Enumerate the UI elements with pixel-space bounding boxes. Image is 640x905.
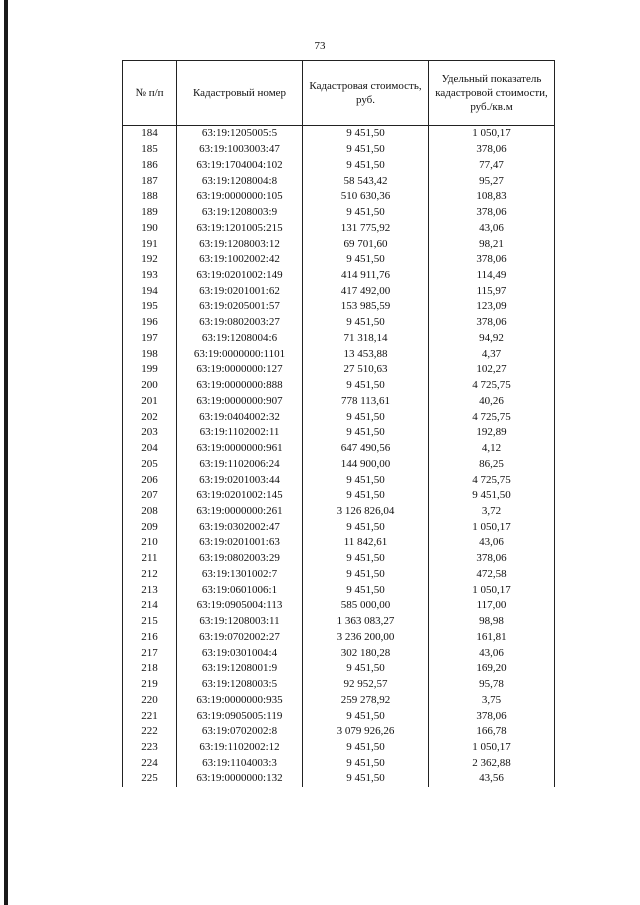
- cadastral-table: [122, 60, 555, 787]
- unit-cost-cell: 94,92: [429, 331, 555, 347]
- table-row: [123, 268, 555, 284]
- unit-cost-cell: 115,97: [429, 283, 555, 299]
- cadastral-number-cell: 63:19:1102006:24: [177, 456, 303, 472]
- cadastral-cost-cell: 131 775,92: [303, 220, 429, 236]
- cadastral-number-cell: 63:19:1208003:12: [177, 236, 303, 252]
- cadastral-cost-cell: 92 952,57: [303, 677, 429, 693]
- row-number-cell: 194: [123, 283, 177, 299]
- cadastral-cost-cell: 417 492,00: [303, 283, 429, 299]
- row-number-cell: 202: [123, 409, 177, 425]
- unit-cost-cell: 378,06: [429, 708, 555, 724]
- table-row: [123, 724, 555, 740]
- unit-cost-cell: 166,78: [429, 724, 555, 740]
- cadastral-number-cell: 63:19:0000000:105: [177, 189, 303, 205]
- unit-cost-cell: 4,37: [429, 346, 555, 362]
- cadastral-number-cell: 63:19:0201001:63: [177, 535, 303, 551]
- cadastral-cost-cell: 9 451,50: [303, 567, 429, 583]
- cadastral-number-cell: 63:19:0000000:961: [177, 441, 303, 457]
- table-row: [123, 771, 555, 787]
- row-number-cell: 187: [123, 173, 177, 189]
- unit-cost-cell: 4,12: [429, 441, 555, 457]
- row-number-cell: 213: [123, 582, 177, 598]
- unit-cost-cell: 117,00: [429, 598, 555, 614]
- cadastral-number-cell: 63:19:0205001:57: [177, 299, 303, 315]
- cadastral-number-cell: 63:19:1201005:215: [177, 220, 303, 236]
- row-number-cell: 191: [123, 236, 177, 252]
- table-row: [123, 598, 555, 614]
- table-row: [123, 661, 555, 677]
- table-row: [123, 315, 555, 331]
- cadastral-table-container: [122, 60, 554, 787]
- row-number-cell: 216: [123, 630, 177, 646]
- row-number-cell: 196: [123, 315, 177, 331]
- table-row: [123, 409, 555, 425]
- cadastral-cost-cell: 71 318,14: [303, 331, 429, 347]
- table-row: [123, 173, 555, 189]
- table-row: [123, 692, 555, 708]
- row-number-cell: 211: [123, 551, 177, 567]
- unit-cost-cell: 102,27: [429, 362, 555, 378]
- table-row: [123, 551, 555, 567]
- cadastral-cost-cell: 9 451,50: [303, 315, 429, 331]
- unit-cost-cell: 4 725,75: [429, 409, 555, 425]
- cadastral-cost-cell: 414 911,76: [303, 268, 429, 284]
- row-number-cell: 207: [123, 488, 177, 504]
- page-binding-edge: [4, 0, 8, 905]
- row-number-cell: 225: [123, 771, 177, 787]
- cadastral-number-cell: 63:19:0201002:149: [177, 268, 303, 284]
- cadastral-cost-cell: 27 510,63: [303, 362, 429, 378]
- unit-cost-cell: 43,06: [429, 535, 555, 551]
- cadastral-number-cell: 63:19:0301004:4: [177, 645, 303, 661]
- row-number-cell: 185: [123, 142, 177, 158]
- unit-cost-cell: 9 451,50: [429, 488, 555, 504]
- table-row: [123, 441, 555, 457]
- cadastral-cost-cell: 9 451,50: [303, 661, 429, 677]
- cadastral-cost-cell: 9 451,50: [303, 378, 429, 394]
- unit-cost-cell: 378,06: [429, 551, 555, 567]
- row-number-cell: 189: [123, 205, 177, 221]
- row-number-cell: 215: [123, 614, 177, 630]
- unit-cost-cell: 378,06: [429, 252, 555, 268]
- header-row-number: № п/п: [123, 61, 177, 126]
- row-number-cell: 199: [123, 362, 177, 378]
- row-number-cell: 184: [123, 126, 177, 142]
- cadastral-number-cell: 63:19:0404002:32: [177, 409, 303, 425]
- row-number-cell: 220: [123, 692, 177, 708]
- cadastral-number-cell: 63:19:0000000:127: [177, 362, 303, 378]
- table-row: [123, 630, 555, 646]
- cadastral-cost-cell: 259 278,92: [303, 692, 429, 708]
- row-number-cell: 224: [123, 755, 177, 771]
- row-number-cell: 203: [123, 425, 177, 441]
- row-number-cell: 206: [123, 472, 177, 488]
- cadastral-cost-cell: 302 180,28: [303, 645, 429, 661]
- cadastral-cost-cell: 69 701,60: [303, 236, 429, 252]
- cadastral-number-cell: 63:19:1208003:9: [177, 205, 303, 221]
- cadastral-number-cell: 63:19:1301002:7: [177, 567, 303, 583]
- cadastral-number-cell: 63:19:1205005:5: [177, 126, 303, 142]
- unit-cost-cell: 378,06: [429, 315, 555, 331]
- unit-cost-cell: 95,27: [429, 173, 555, 189]
- cadastral-number-cell: 63:19:0201003:44: [177, 472, 303, 488]
- cadastral-number-cell: 63:19:0905005:119: [177, 708, 303, 724]
- row-number-cell: 190: [123, 220, 177, 236]
- unit-cost-cell: 378,06: [429, 142, 555, 158]
- row-number-cell: 223: [123, 740, 177, 756]
- table-header-row: [123, 61, 555, 126]
- header-cadastral-cost: Кадастровая стоимость, руб.: [303, 61, 429, 126]
- cadastral-cost-cell: 9 451,50: [303, 205, 429, 221]
- row-number-cell: 218: [123, 661, 177, 677]
- table-row: [123, 126, 555, 142]
- cadastral-cost-cell: 153 985,59: [303, 299, 429, 315]
- cadastral-cost-cell: 585 000,00: [303, 598, 429, 614]
- unit-cost-cell: 1 050,17: [429, 519, 555, 535]
- table-row: [123, 362, 555, 378]
- cadastral-number-cell: 63:19:0601006:1: [177, 582, 303, 598]
- row-number-cell: 219: [123, 677, 177, 693]
- unit-cost-cell: 169,20: [429, 661, 555, 677]
- table-row: [123, 677, 555, 693]
- cadastral-cost-cell: 9 451,50: [303, 157, 429, 173]
- unit-cost-cell: 3,75: [429, 692, 555, 708]
- table-row: [123, 299, 555, 315]
- unit-cost-cell: 123,09: [429, 299, 555, 315]
- cadastral-number-cell: 63:19:0000000:907: [177, 393, 303, 409]
- cadastral-number-cell: 63:19:1208003:11: [177, 614, 303, 630]
- cadastral-number-cell: 63:19:1102002:11: [177, 425, 303, 441]
- cadastral-cost-cell: 9 451,50: [303, 425, 429, 441]
- cadastral-number-cell: 63:19:0000000:1101: [177, 346, 303, 362]
- row-number-cell: 205: [123, 456, 177, 472]
- cadastral-cost-cell: 510 630,36: [303, 189, 429, 205]
- cadastral-cost-cell: 3 126 826,04: [303, 504, 429, 520]
- table-row: [123, 472, 555, 488]
- cadastral-number-cell: 63:19:0000000:888: [177, 378, 303, 394]
- cadastral-number-cell: 63:19:0000000:261: [177, 504, 303, 520]
- header-cadastral-number: Кадастровый номер: [177, 61, 303, 126]
- table-row: [123, 645, 555, 661]
- row-number-cell: 198: [123, 346, 177, 362]
- cadastral-cost-cell: 11 842,61: [303, 535, 429, 551]
- cadastral-number-cell: 63:19:0702002:27: [177, 630, 303, 646]
- cadastral-cost-cell: 3 079 926,26: [303, 724, 429, 740]
- unit-cost-cell: 472,58: [429, 567, 555, 583]
- header-unit-cost: Удельный показатель кадастровой стоимости, руб./кв.м: [429, 61, 555, 126]
- unit-cost-cell: 4 725,75: [429, 472, 555, 488]
- cadastral-cost-cell: 9 451,50: [303, 126, 429, 142]
- unit-cost-cell: 43,06: [429, 220, 555, 236]
- unit-cost-cell: 95,78: [429, 677, 555, 693]
- unit-cost-cell: 192,89: [429, 425, 555, 441]
- cadastral-number-cell: 63:19:0802003:29: [177, 551, 303, 567]
- cadastral-cost-cell: 1 363 083,27: [303, 614, 429, 630]
- cadastral-number-cell: 63:19:0302002:47: [177, 519, 303, 535]
- cadastral-number-cell: 63:19:1208001:9: [177, 661, 303, 677]
- table-row: [123, 456, 555, 472]
- row-number-cell: 186: [123, 157, 177, 173]
- cadastral-cost-cell: 9 451,50: [303, 755, 429, 771]
- table-row: [123, 283, 555, 299]
- cadastral-cost-cell: 9 451,50: [303, 551, 429, 567]
- row-number-cell: 204: [123, 441, 177, 457]
- table-row: [123, 189, 555, 205]
- unit-cost-cell: 1 050,17: [429, 582, 555, 598]
- cadastral-cost-cell: 9 451,50: [303, 252, 429, 268]
- cadastral-cost-cell: 9 451,50: [303, 488, 429, 504]
- cadastral-number-cell: 63:19:0802003:27: [177, 315, 303, 331]
- cadastral-cost-cell: 9 451,50: [303, 708, 429, 724]
- unit-cost-cell: 77,47: [429, 157, 555, 173]
- cadastral-number-cell: 63:19:1704004:102: [177, 157, 303, 173]
- cadastral-number-cell: 63:19:1002002:42: [177, 252, 303, 268]
- cadastral-cost-cell: 9 451,50: [303, 740, 429, 756]
- table-row: [123, 488, 555, 504]
- unit-cost-cell: 4 725,75: [429, 378, 555, 394]
- unit-cost-cell: 108,83: [429, 189, 555, 205]
- cadastral-number-cell: 63:19:0201002:145: [177, 488, 303, 504]
- cadastral-cost-cell: 9 451,50: [303, 142, 429, 158]
- cadastral-cost-cell: 58 543,42: [303, 173, 429, 189]
- row-number-cell: 212: [123, 567, 177, 583]
- table-row: [123, 378, 555, 394]
- row-number-cell: 209: [123, 519, 177, 535]
- table-row: [123, 346, 555, 362]
- cadastral-number-cell: 63:19:0000000:132: [177, 771, 303, 787]
- row-number-cell: 208: [123, 504, 177, 520]
- table-row: [123, 393, 555, 409]
- cadastral-cost-cell: 9 451,50: [303, 472, 429, 488]
- cadastral-number-cell: 63:19:0000000:935: [177, 692, 303, 708]
- table-row: [123, 252, 555, 268]
- cadastral-number-cell: 63:19:1102002:12: [177, 740, 303, 756]
- row-number-cell: 217: [123, 645, 177, 661]
- table-row: [123, 220, 555, 236]
- table-row: [123, 582, 555, 598]
- table-row: [123, 567, 555, 583]
- unit-cost-cell: 86,25: [429, 456, 555, 472]
- unit-cost-cell: 43,56: [429, 771, 555, 787]
- cadastral-number-cell: 63:19:1208004:8: [177, 173, 303, 189]
- table-row: [123, 157, 555, 173]
- row-number-cell: 221: [123, 708, 177, 724]
- cadastral-cost-cell: 9 451,50: [303, 519, 429, 535]
- cadastral-number-cell: 63:19:0201001:62: [177, 283, 303, 299]
- row-number-cell: 222: [123, 724, 177, 740]
- cadastral-cost-cell: 9 451,50: [303, 409, 429, 425]
- cadastral-number-cell: 63:19:1104003:3: [177, 755, 303, 771]
- row-number-cell: 188: [123, 189, 177, 205]
- cadastral-number-cell: 63:19:0702002:8: [177, 724, 303, 740]
- unit-cost-cell: 3,72: [429, 504, 555, 520]
- row-number-cell: 197: [123, 331, 177, 347]
- unit-cost-cell: 2 362,88: [429, 755, 555, 771]
- row-number-cell: 210: [123, 535, 177, 551]
- cadastral-number-cell: 63:19:1208003:5: [177, 677, 303, 693]
- cadastral-cost-cell: 13 453,88: [303, 346, 429, 362]
- table-body: [123, 126, 555, 787]
- cadastral-cost-cell: 647 490,56: [303, 441, 429, 457]
- row-number-cell: 200: [123, 378, 177, 394]
- table-row: [123, 755, 555, 771]
- cadastral-number-cell: 63:19:1003003:47: [177, 142, 303, 158]
- unit-cost-cell: 1 050,17: [429, 740, 555, 756]
- unit-cost-cell: 98,98: [429, 614, 555, 630]
- cadastral-cost-cell: 3 236 200,00: [303, 630, 429, 646]
- table-row: [123, 740, 555, 756]
- cadastral-cost-cell: 9 451,50: [303, 771, 429, 787]
- table-row: [123, 519, 555, 535]
- row-number-cell: 195: [123, 299, 177, 315]
- cadastral-cost-cell: 144 900,00: [303, 456, 429, 472]
- unit-cost-cell: 114,49: [429, 268, 555, 284]
- unit-cost-cell: 98,21: [429, 236, 555, 252]
- row-number-cell: 214: [123, 598, 177, 614]
- table-row: [123, 504, 555, 520]
- cadastral-cost-cell: 9 451,50: [303, 582, 429, 598]
- page-number: 73: [314, 40, 326, 52]
- cadastral-number-cell: 63:19:0905004:113: [177, 598, 303, 614]
- unit-cost-cell: 43,06: [429, 645, 555, 661]
- unit-cost-cell: 40,26: [429, 393, 555, 409]
- row-number-cell: 193: [123, 268, 177, 284]
- unit-cost-cell: 378,06: [429, 205, 555, 221]
- cadastral-cost-cell: 778 113,61: [303, 393, 429, 409]
- cadastral-number-cell: 63:19:1208004:6: [177, 331, 303, 347]
- table-row: [123, 425, 555, 441]
- row-number-cell: 192: [123, 252, 177, 268]
- table-row: [123, 535, 555, 551]
- table-row: [123, 205, 555, 221]
- unit-cost-cell: 161,81: [429, 630, 555, 646]
- table-row: [123, 708, 555, 724]
- table-row: [123, 236, 555, 252]
- table-row: [123, 331, 555, 347]
- row-number-cell: 201: [123, 393, 177, 409]
- unit-cost-cell: 1 050,17: [429, 126, 555, 142]
- table-row: [123, 142, 555, 158]
- table-row: [123, 614, 555, 630]
